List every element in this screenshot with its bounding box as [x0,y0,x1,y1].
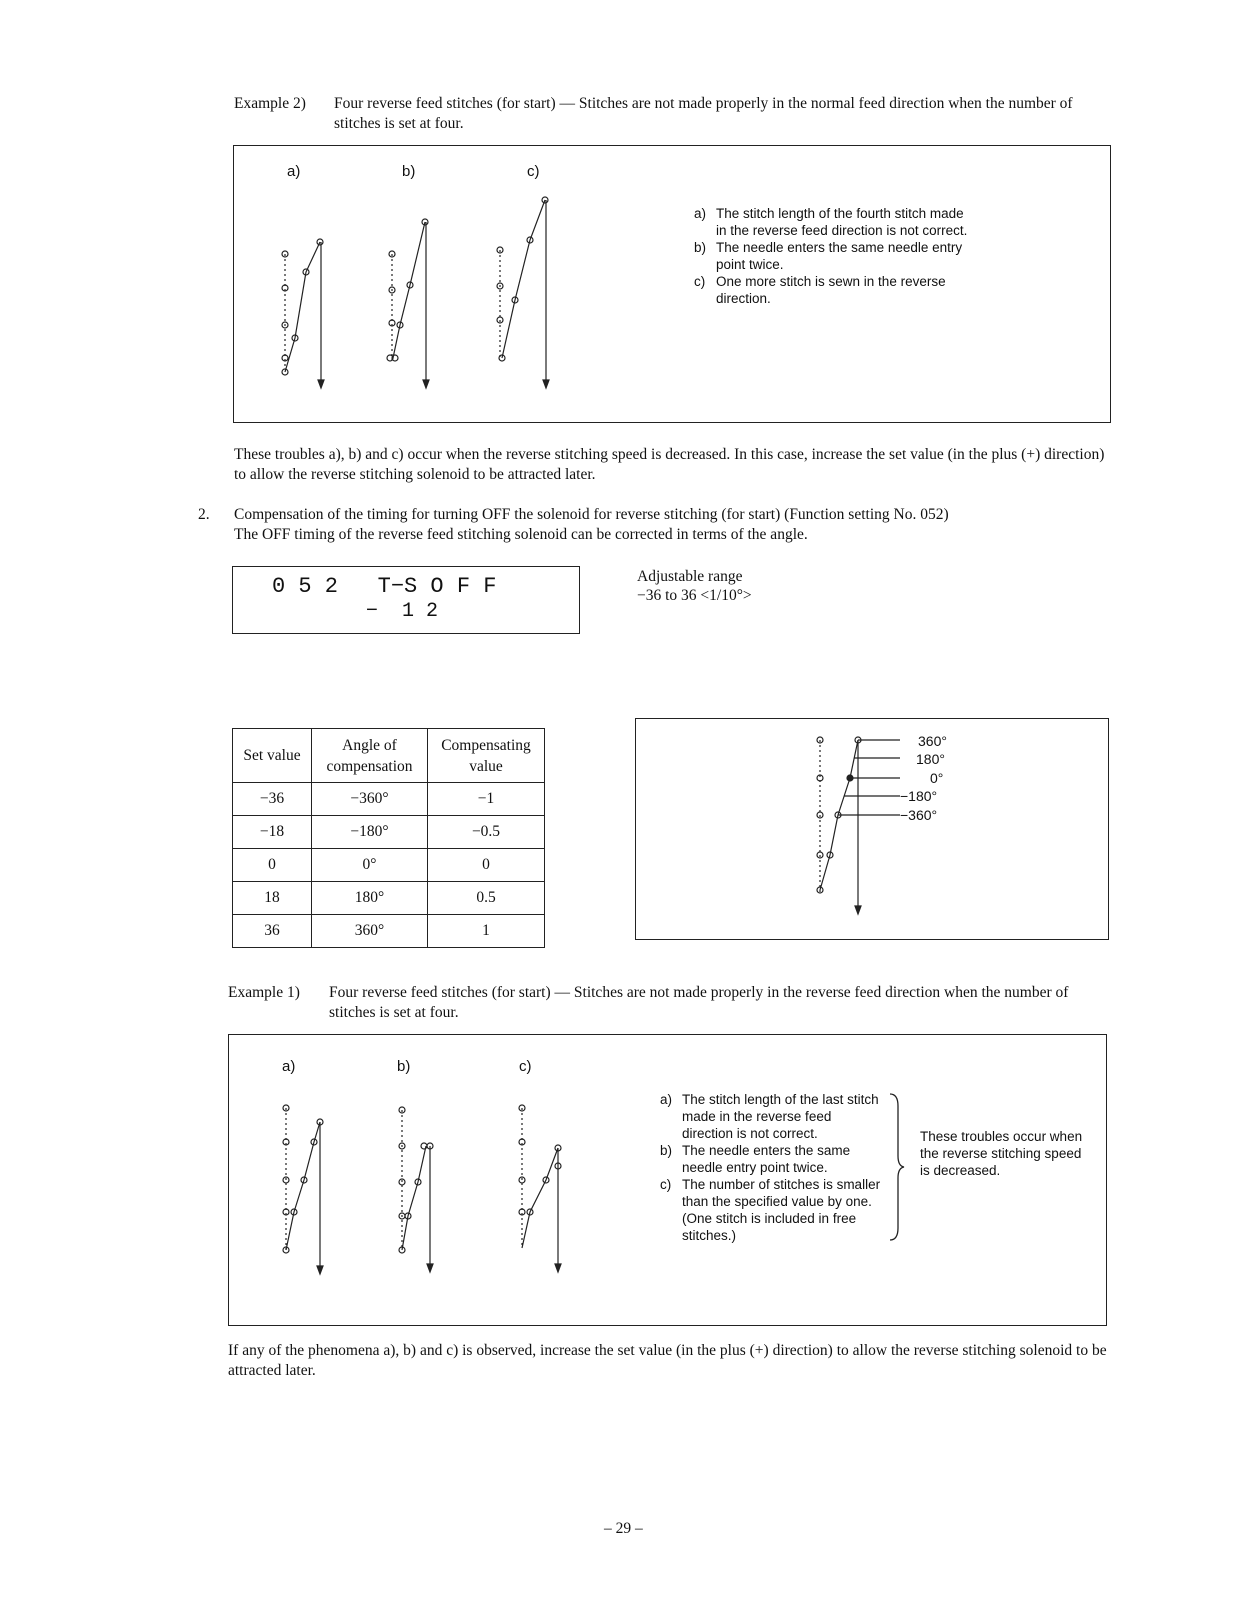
table-cell: 360° [312,915,428,948]
table-row [233,849,545,882]
example1-notes [660,1091,882,1244]
example2-label-c: c) [527,163,540,180]
page-number: – 29 – [604,1520,643,1537]
table-header-angle: Angle of compensation [312,729,428,783]
section-subtitle: The OFF timing of the reverse feed stitching solenoid can be corrected in terms of the angle. [234,526,808,543]
table-cell: 1 [428,915,545,948]
example1-label-b: b) [397,1058,411,1075]
example2-label-b: b) [402,163,416,180]
example2-stitch-diagram-b [380,210,450,395]
table-header-row [233,729,545,783]
table-cell: −36 [233,783,312,816]
example1-note-a: a) The stitch length of the last stitch made in the reverse feed direction is not correct. [660,1092,879,1141]
example2-notes [694,205,974,307]
example1-stitch-diagram-b [388,1100,458,1285]
troubles-paragraph: These troubles a), b) and c) occur when the reverse stitching speed is decreased. In this case, increase the set value (in the plus (+) direction) to allow the reverse stitching solenoid to be attracted later. [234,446,1105,483]
table-cell: 180° [312,882,428,915]
angle-label-180: 180° [916,751,945,767]
example2-stitch-diagram-a [270,230,340,395]
example2-label-a: a) [287,163,301,180]
example2-note-b: b) The needle enters the same needle entry point twice. [694,240,963,272]
compensation-table [232,728,545,948]
angle-label-360: 360° [918,733,947,749]
table-row [233,882,545,915]
table-header-compensating: Compensating value [428,729,545,783]
example2-stitch-diagram-c [490,190,560,395]
example2-label: Example 2) [234,95,306,112]
example1-text: Four reverse feed stitches (for start) — Stitches are not made properly in the reverse feed direction when the number of stitches is set at four. [329,984,1069,1021]
table-row [233,816,545,849]
table-cell: −360° [312,783,428,816]
adjustable-range-value: −36 to 36 <1/10°> [637,587,752,604]
section-title: Compensation of the timing for turning OFF the solenoid for reverse stitching (for start) (Function setting No. 052) [234,506,949,523]
angle-label-minus360: −360° [900,807,938,823]
example2-note-a: a) The stitch length of the fourth stitch made in the reverse feed direction is not correct. [694,206,968,238]
angle-label-minus180: −180° [900,788,938,804]
example1-stitch-diagram-c [510,1100,580,1285]
closing-paragraph: If any of the phenomena a), b) and c) is observed, increase the set value (in the plus (+) direction) to allow the reverse stitching solenoid to be attracted later. [228,1342,1107,1379]
adjustable-range-label: Adjustable range [637,568,743,585]
table-cell: −1 [428,783,545,816]
example1-note-b: b) The needle enters the same needle entry point twice. [660,1143,851,1175]
example1-label-c: c) [519,1058,532,1075]
example1-note-c: c) The number of stitches is smaller than the specified value by one. (One stitch is included in free stitches.) [660,1177,881,1243]
example1-brace-note: These troubles occur when the reverse stitching speed is decreased. [920,1129,1083,1178]
brace-icon [888,1092,908,1242]
example2-figure-box [233,145,1111,423]
table-row [233,915,545,948]
table-cell: −180° [312,816,428,849]
table-cell: −0.5 [428,816,545,849]
example2-note-c: c) One more stitch is sewn in the reverse direction. [694,274,946,306]
example2-text: Four reverse feed stitches (for start) — Stitches are not made properly in the normal feed direction when the number of stitches is set at four. [334,95,1073,132]
example1-stitch-diagram-a [272,1100,342,1285]
table-cell: 0.5 [428,882,545,915]
example1-label: Example 1) [228,984,300,1001]
table-cell: 18 [233,882,312,915]
table-cell: 0 [428,849,545,882]
lcd-display-line2: − 1 2 [366,600,439,623]
table-cell: 0° [312,849,428,882]
table-row [233,783,545,816]
angle-stitch-diagram [800,730,920,925]
table-cell: −18 [233,816,312,849]
section-number: 2. [198,506,210,523]
lcd-display-line1: 0 5 2 T−S O F F [272,574,497,599]
table-cell: 0 [233,849,312,882]
angle-label-0: 0° [930,770,944,786]
example1-label-a: a) [282,1058,296,1075]
table-header-set-value: Set value [233,729,312,783]
table-cell: 36 [233,915,312,948]
